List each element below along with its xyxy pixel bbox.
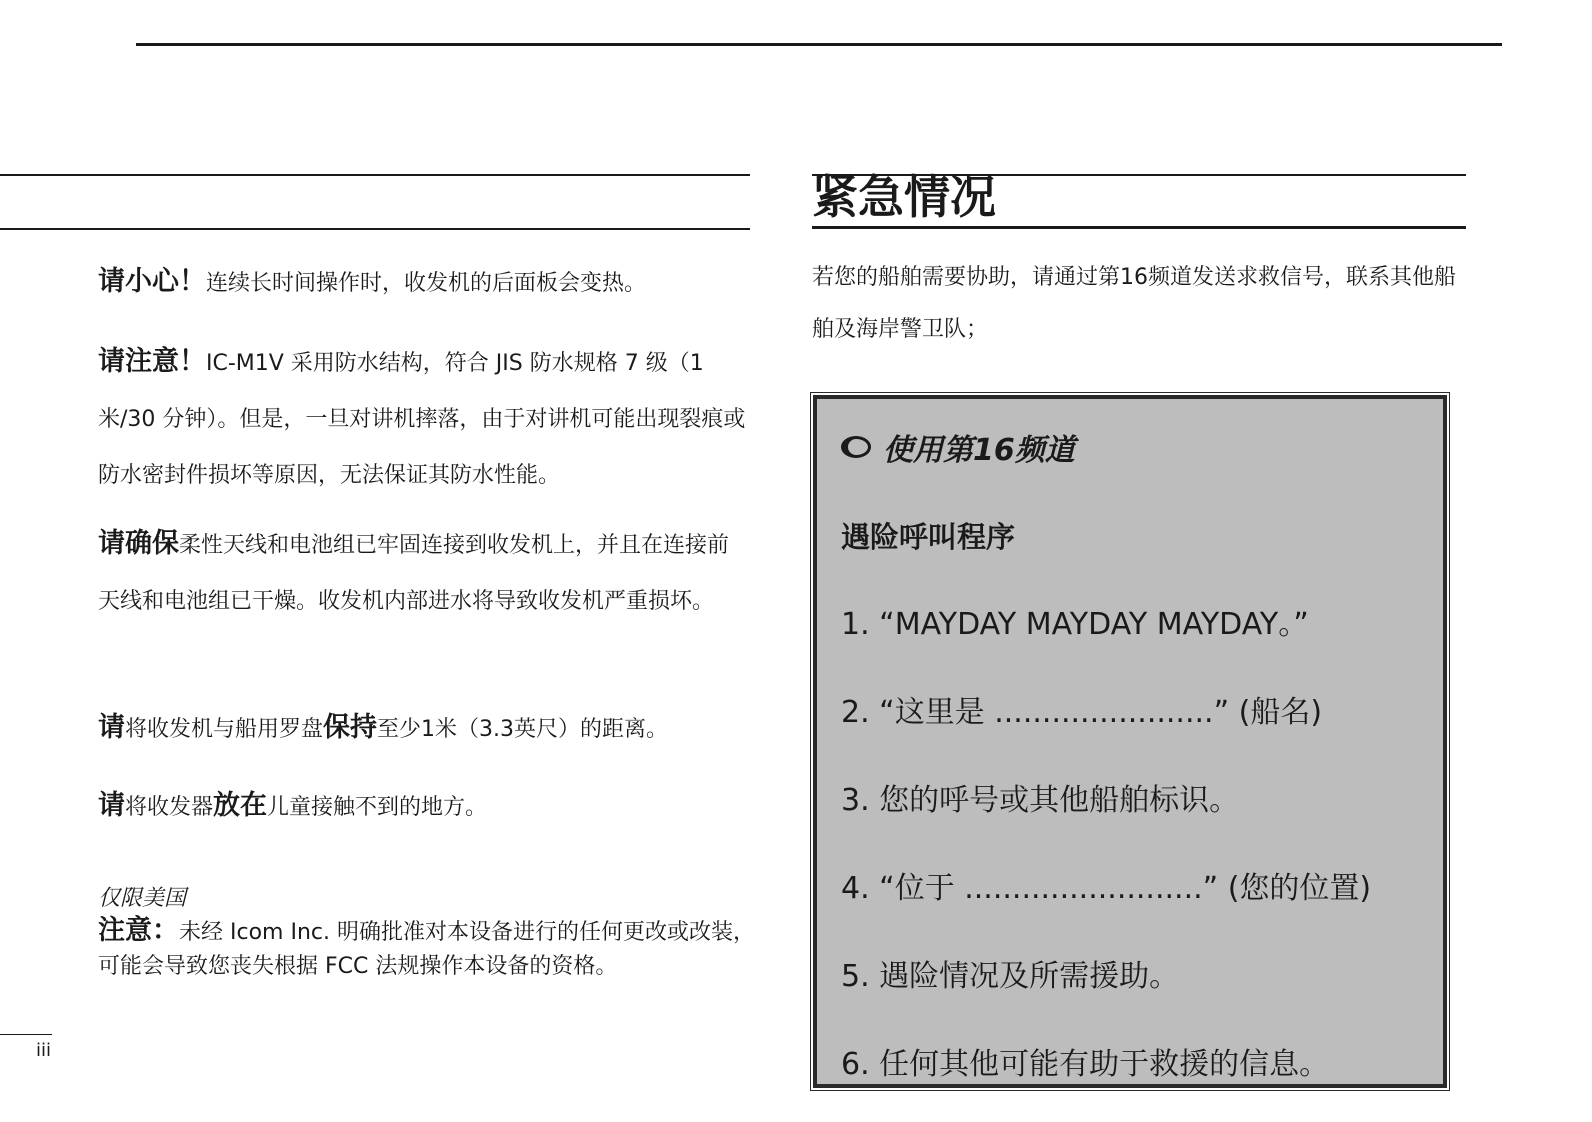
- step-item: 6. 任何其他可能有助于救援的信息。: [841, 1047, 1330, 1082]
- section-title: 紧急情况: [812, 170, 996, 224]
- left-header-rule-top: [0, 174, 750, 176]
- children-bold-1: 请: [98, 790, 125, 821]
- distress-call-box: [813, 395, 1447, 1088]
- step-item: 5. 遇险情况及所需援助。: [841, 959, 1180, 994]
- top-rule: [136, 43, 1502, 46]
- note-label: 注意：: [98, 915, 179, 946]
- children-text-2: 儿童接触不到的地方。: [267, 795, 488, 820]
- fcc-note: [98, 884, 758, 984]
- caution-paragraph: [98, 254, 758, 312]
- caution-label: 请小心！: [98, 266, 206, 297]
- step-item: 3. 您的呼号或其他船舶标识。: [841, 783, 1240, 818]
- right-header-rule-bottom: [812, 226, 1466, 229]
- children-paragraph: [98, 778, 758, 836]
- intro-paragraph: 若您的船舶需要协助，请通过第16频道发送求救信号，联系其他船舶及海岸警卫队；: [812, 265, 1456, 342]
- antenna-paragraph: [98, 516, 750, 630]
- waterproof-text: IC-M1V 采用防水结构，符合 JIS 防水规格 7 级（1 米/30 分钟）。但是，一旦对讲机摔落，由于对讲机可能出现裂痕或防水密封件损坏等原因，无法保证其防水性能。: [98, 351, 746, 488]
- compass-text-2: 至少1米（3.3英尺）的距离。: [377, 717, 669, 742]
- step-item: 2. “这里是 .......................” (船名): [841, 695, 1323, 730]
- fcc-note-body: [98, 914, 758, 984]
- compass-text-1: 将收发机与船用罗盘: [125, 717, 324, 742]
- children-bold-2: 放在: [213, 790, 268, 821]
- note-text: 未经 Icom Inc. 明确批准对本设备进行的任何更改或改装，可能会导致您丧失根据 FCC 法规操作本设备的资格。: [98, 920, 755, 979]
- page-number-rule: [0, 1034, 52, 1035]
- page-number: iii: [36, 1040, 52, 1061]
- waterproof-paragraph: [98, 334, 750, 504]
- caution-text: 连续长时间操作时，收发机的后面板会变热。: [206, 271, 647, 296]
- attention-label: 请注意！: [98, 346, 206, 377]
- compass-bold-2: 保持: [323, 712, 378, 743]
- box-subheading: 遇险呼叫程序: [841, 520, 1016, 554]
- box-heading-text: 使用第16频道: [883, 433, 1075, 468]
- compass-paragraph: [98, 700, 758, 758]
- circle-bullet-icon: [841, 436, 871, 458]
- usa-only-label: 仅限美国: [98, 886, 187, 911]
- children-text-1: 将收发器: [125, 795, 214, 820]
- ensure-label: 请确保: [98, 528, 179, 559]
- box-heading: [841, 425, 1075, 469]
- compass-bold-1: 请: [98, 712, 125, 743]
- left-header-rule-bottom: [0, 228, 750, 230]
- antenna-text: 柔性天线和电池组已牢固连接到收发机上，并且在连接前天线和电池组已干燥。收发机内部进水将导致收发机严重损坏。: [98, 533, 730, 614]
- step-item: 1. “MAYDAY MAYDAY MAYDAY。”: [841, 607, 1309, 642]
- step-item: 4. “位于 .........................” (您的位置): [841, 871, 1372, 906]
